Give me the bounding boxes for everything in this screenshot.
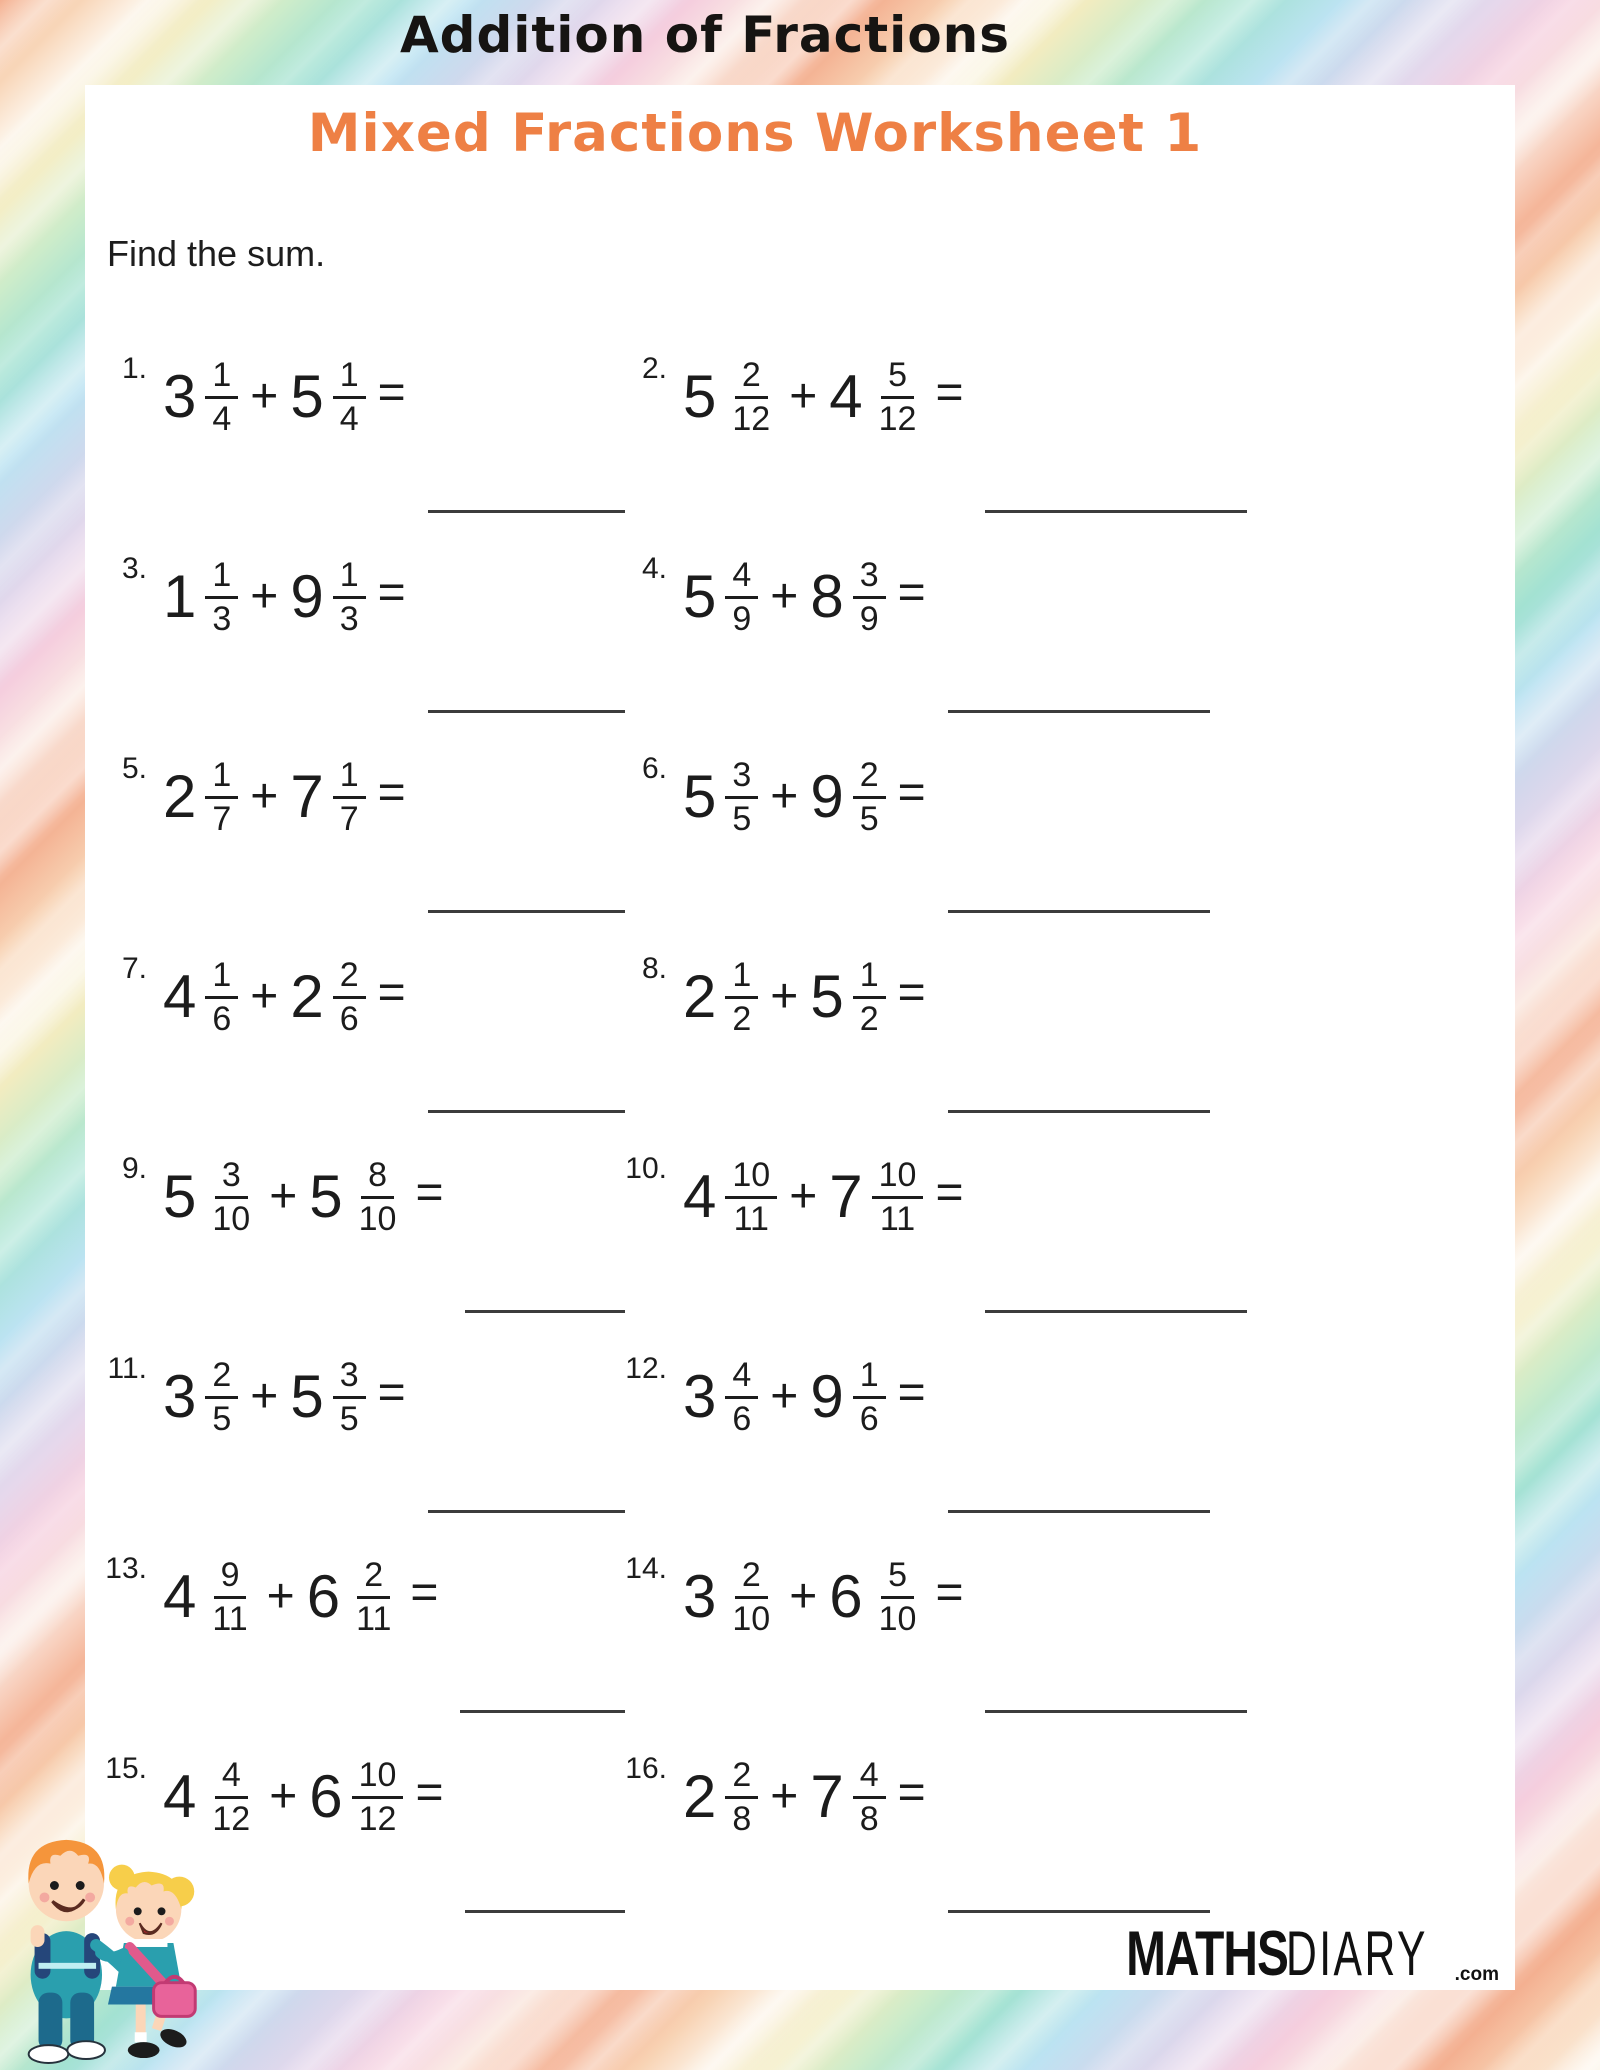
problem (105, 1297, 625, 1497)
mixed-number: 5 $\frac{3}{5}$ (683, 757, 758, 837)
problem (105, 1097, 625, 1297)
equals-sign: = (935, 366, 964, 419)
fraction: $\frac{2}{11}$ (356, 1555, 392, 1638)
mixed-number: 4 $\frac{5}{12}$ (829, 357, 923, 437)
fraction: $\frac{2}{5}$ (853, 757, 886, 837)
equals-sign: = (377, 766, 406, 819)
problem (105, 897, 625, 1097)
mixed-number: 6 $\frac{10}{12}$ (309, 1757, 403, 1837)
equals-sign: = (377, 1366, 406, 1419)
answer-blank[interactable] (948, 1910, 1210, 1913)
problem-number: 14. (625, 1552, 667, 1585)
mixed-number: 4 $\frac{4}{12}$ (163, 1757, 257, 1837)
mixed-number: 9 $\frac{1}{6}$ (810, 1357, 885, 1437)
plus-operator: + (789, 1170, 818, 1223)
mixed-number: 4 $\frac{9}{11}$ (163, 1557, 255, 1637)
fraction: $\frac{2}{5}$ (205, 1357, 238, 1437)
fraction: $\frac{2}{8}$ (725, 1757, 758, 1837)
plus-operator: + (250, 1370, 279, 1423)
problem (625, 897, 1500, 1097)
answer-blank[interactable] (985, 1310, 1247, 1313)
mixed-number: 5 $\frac{1}{2}$ (810, 957, 885, 1037)
logo-diary: DIARY (1285, 1918, 1428, 1990)
mixed-number: 7 $\frac{4}{8}$ (810, 1757, 885, 1837)
problem-number: 12. (625, 1352, 667, 1385)
mixed-number: 2 $\frac{2}{6}$ (290, 957, 365, 1037)
worksheet-panel (85, 85, 1515, 1990)
plus-operator: + (789, 1570, 818, 1623)
fraction: $\frac{1}{3}$ (205, 557, 238, 637)
problem (105, 297, 625, 497)
worksheet-title: Mixed Fractions Worksheet 1 (307, 103, 1203, 164)
page-title: Addition of Fractions (399, 6, 1011, 64)
fraction: $\frac{3}{5}$ (725, 757, 758, 837)
mixed-number: 8 $\frac{3}{9}$ (810, 557, 885, 637)
equals-sign: = (377, 366, 406, 419)
answer-blank[interactable] (428, 1110, 625, 1113)
plus-operator: + (770, 1770, 799, 1823)
problem (625, 1697, 1500, 1897)
fraction: $\frac{10}{11}$ (872, 1157, 924, 1237)
plus-operator: + (789, 370, 818, 423)
equals-sign: = (897, 1766, 926, 1819)
mixed-number: 5 $\frac{3}{10}$ (163, 1157, 257, 1237)
instruction-text: Find the sum. (107, 233, 326, 274)
answer-blank[interactable] (985, 510, 1247, 513)
fraction: $\frac{1}{2}$ (725, 957, 758, 1037)
plus-operator: + (770, 970, 799, 1023)
problem-number: 13. (105, 1552, 147, 1585)
equals-sign: = (897, 966, 926, 1019)
fraction: $\frac{2}{10}$ (732, 1555, 771, 1638)
fraction: $\frac{3}{10}$ (212, 1155, 251, 1238)
problem-number: 8. (641, 952, 667, 985)
equals-sign: = (897, 766, 926, 819)
problem-number: 1. (121, 352, 147, 385)
mixed-number: 3 $\frac{2}{5}$ (163, 1357, 238, 1437)
problem-number: 6. (641, 752, 667, 785)
equals-sign: = (415, 1766, 444, 1819)
problem (625, 697, 1500, 897)
mixed-number: 3 $\frac{4}{6}$ (683, 1357, 758, 1437)
plus-operator: + (269, 1170, 298, 1223)
answer-blank[interactable] (428, 510, 625, 513)
mixed-number: 9 $\frac{1}{3}$ (290, 557, 365, 637)
problem-number: 16. (625, 1752, 667, 1785)
answer-blank[interactable] (465, 1910, 625, 1913)
equals-sign: = (897, 566, 926, 619)
mixed-number: 5 $\frac{8}{10}$ (309, 1157, 403, 1237)
logo-domain: .com (1454, 1964, 1499, 1985)
fraction: $\frac{1}{6}$ (853, 1357, 886, 1437)
fraction: $\frac{1}{2}$ (853, 957, 886, 1037)
plus-operator: + (250, 370, 279, 423)
fraction: $\frac{4}{6}$ (725, 1357, 758, 1437)
boy-figure (28, 1840, 122, 2063)
plus-operator: + (770, 570, 799, 623)
logo-maths: MATHS (1125, 1918, 1288, 1990)
problem (105, 697, 625, 897)
mixed-number: 5 $\frac{3}{5}$ (290, 1357, 365, 1437)
problem (105, 497, 625, 697)
plus-operator: + (770, 1370, 799, 1423)
problem (625, 1297, 1500, 1497)
fraction: $\frac{3}{9}$ (853, 557, 886, 637)
problem-number: 11. (107, 1352, 147, 1385)
problem-number: 15. (105, 1752, 147, 1785)
fraction: $\frac{3}{5}$ (333, 1357, 366, 1437)
problem-number: 2. (641, 352, 667, 385)
problems-grid (105, 297, 1500, 1897)
answer-blank[interactable] (948, 1510, 1210, 1513)
plus-operator: + (250, 970, 279, 1023)
problem-number: 5. (121, 752, 147, 785)
problem-number: 9. (121, 1152, 147, 1185)
problem (625, 1097, 1500, 1297)
mixed-number: 3 $\frac{2}{10}$ (683, 1557, 777, 1637)
mixed-number: 1 $\frac{1}{3}$ (163, 557, 238, 637)
plus-operator: + (250, 570, 279, 623)
mixed-number: 3 $\frac{1}{4}$ (163, 357, 238, 437)
problem (105, 1497, 625, 1697)
problem-number: 10. (625, 1152, 667, 1185)
fraction: $\frac{1}{4}$ (205, 357, 238, 437)
kids-illustration (4, 1826, 204, 2064)
plus-operator: + (266, 1570, 295, 1623)
problem (625, 497, 1500, 697)
fraction: $\frac{1}{7}$ (205, 757, 238, 837)
plus-operator: + (250, 770, 279, 823)
plus-operator: + (770, 770, 799, 823)
mixed-number: 7 $\frac{1}{7}$ (290, 757, 365, 837)
mixed-number: 9 $\frac{2}{5}$ (810, 757, 885, 837)
mixed-number: 2 $\frac{1}{7}$ (163, 757, 238, 837)
fraction: $\frac{4}{8}$ (853, 1757, 886, 1837)
mixed-number: 7 $\frac{10}{11}$ (829, 1157, 923, 1237)
fraction: $\frac{4}{9}$ (725, 557, 758, 637)
answer-blank[interactable] (428, 710, 625, 713)
mixed-number: 4 $\frac{10}{11}$ (683, 1157, 777, 1237)
equals-sign: = (935, 1166, 964, 1219)
equals-sign: = (377, 566, 406, 619)
equals-sign: = (415, 1166, 444, 1219)
girl-figure (100, 1865, 195, 2058)
fraction: $\frac{8}{10}$ (358, 1155, 397, 1238)
fraction: $\frac{2}{6}$ (333, 957, 366, 1037)
equals-sign: = (377, 966, 406, 1019)
mixed-number: 6 $\frac{2}{11}$ (307, 1557, 399, 1637)
answer-blank[interactable] (948, 710, 1210, 713)
problem (625, 297, 1500, 497)
equals-sign: = (935, 1566, 964, 1619)
mixed-number: 2 $\frac{2}{8}$ (683, 1757, 758, 1837)
fraction: $\frac{10}{12}$ (352, 1757, 404, 1837)
answer-blank[interactable] (428, 910, 625, 913)
fraction: $\frac{5}{12}$ (878, 355, 917, 438)
fraction: $\frac{5}{10}$ (878, 1555, 917, 1638)
mixed-number: 6 $\frac{5}{10}$ (829, 1557, 923, 1637)
fraction: $\frac{4}{12}$ (212, 1755, 251, 1838)
fraction: $\frac{9}{11}$ (212, 1555, 248, 1638)
problem (625, 1497, 1500, 1697)
equals-sign: = (897, 1366, 926, 1419)
equals-sign: = (410, 1566, 439, 1619)
fraction: $\frac{10}{11}$ (725, 1157, 777, 1237)
mixed-number: 5 $\frac{4}{9}$ (683, 557, 758, 637)
answer-blank[interactable] (465, 1310, 625, 1313)
mixed-number: 5 $\frac{2}{12}$ (683, 357, 777, 437)
answer-blank[interactable] (460, 1710, 625, 1713)
problem-number: 7. (121, 952, 147, 985)
mixed-number: 4 $\frac{1}{6}$ (163, 957, 238, 1037)
answer-blank[interactable] (985, 1710, 1247, 1713)
answer-blank[interactable] (948, 1110, 1210, 1113)
plus-operator: + (269, 1770, 298, 1823)
fraction: $\frac{2}{12}$ (732, 355, 771, 438)
answer-blank[interactable] (948, 910, 1210, 913)
mathsdiary-logo (1112, 1918, 1499, 1990)
fraction: $\frac{1}{6}$ (205, 957, 238, 1037)
fraction: $\frac{1}{4}$ (333, 357, 366, 437)
mixed-number: 2 $\frac{1}{2}$ (683, 957, 758, 1037)
answer-blank[interactable] (428, 1510, 625, 1513)
fraction: $\frac{1}{7}$ (333, 757, 366, 837)
fraction: $\frac{1}{3}$ (333, 557, 366, 637)
problem-number: 3. (121, 552, 147, 585)
mixed-number: 5 $\frac{1}{4}$ (290, 357, 365, 437)
problem-number: 4. (641, 552, 667, 585)
